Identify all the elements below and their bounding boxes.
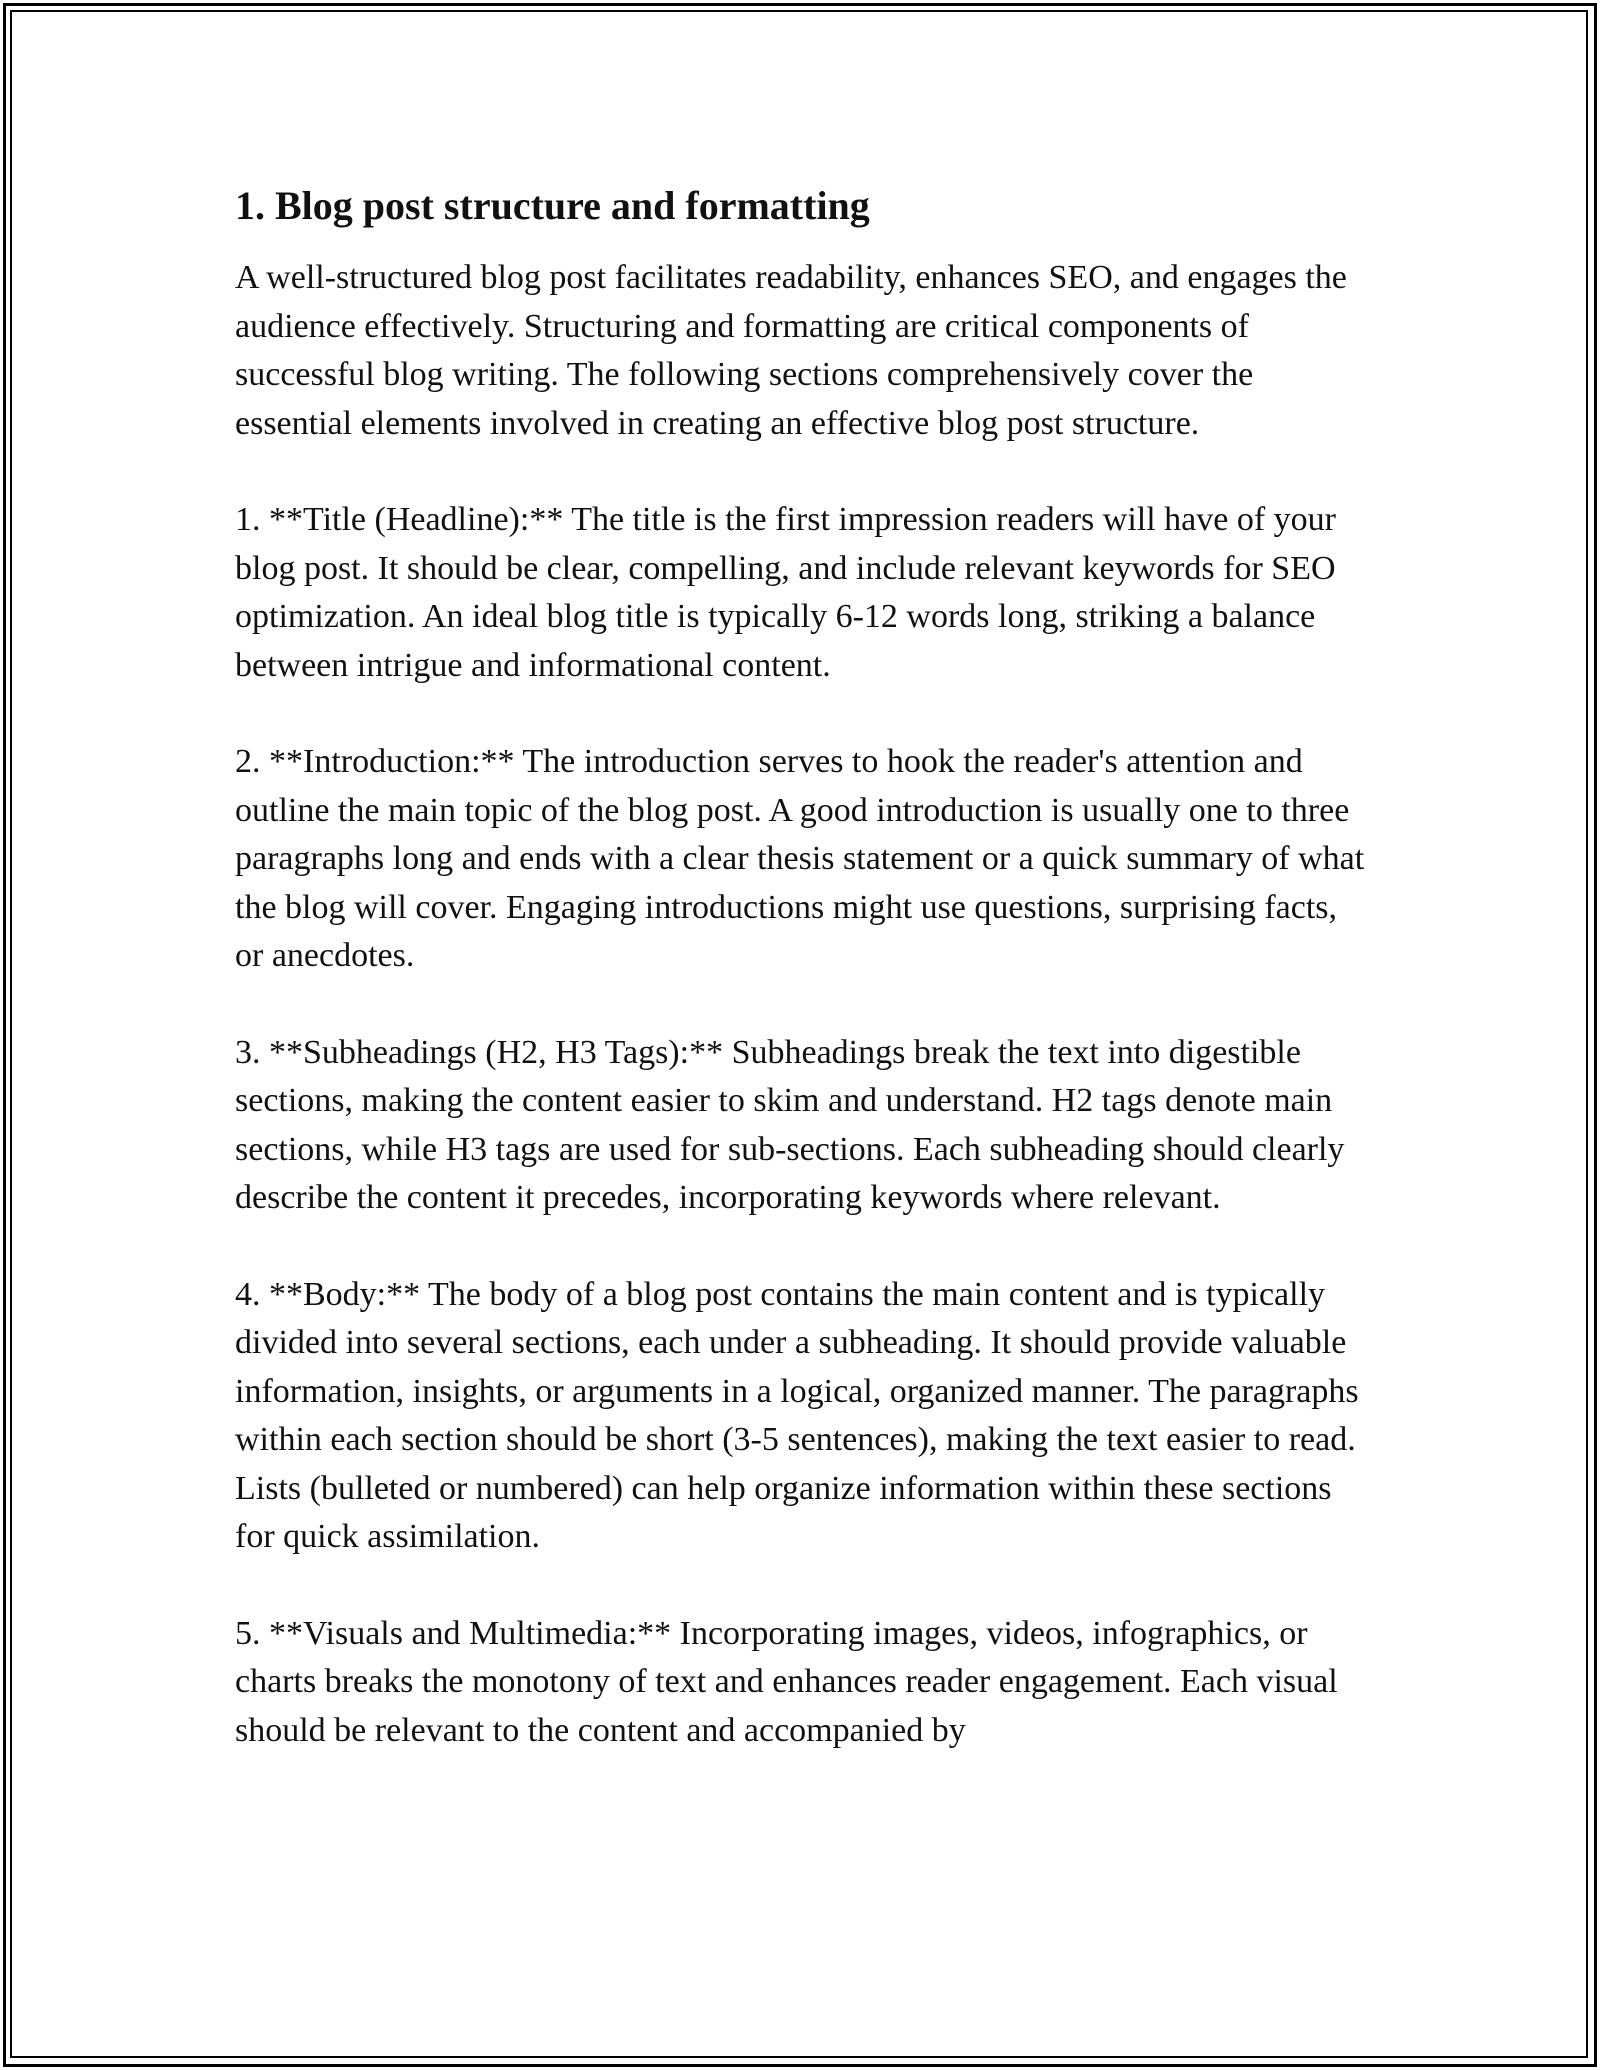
intro-paragraph: A well-structured blog post facilitates readability, enhances SEO, and engages the audience effectively. Structuring and formatting are critical components of successful blog writing. The following sections comprehensively cover the essential elements involved in creating an effective blog post structure. bbox=[235, 259, 1347, 442]
paragraph-title-headline: 1. **Title (Headline):** The title is the first impression readers will have of your blog post. It should be clear, compelling, and include relevant keywords for SEO optimization. An ideal blog title is typically 6-12 words long, striking a balance between intrigue and informational content. bbox=[235, 501, 1336, 684]
paragraph-visuals-multimedia: 5. **Visuals and Multimedia:** Incorporating images, videos, infographics, or charts breaks the monotony of text and enhances reader engagement. Each visual should be relevant to the content and accompanied by bbox=[235, 1614, 1338, 1749]
document-body bbox=[235, 180, 1365, 1803]
section-heading: 1. Blog post structure and formatting bbox=[235, 183, 870, 228]
paragraph-subheadings: 3. **Subheadings (H2, H3 Tags):** Subheadings break the text into digestible sections, making the content easier to skim and understand. H2 tags denote main sections, while H3 tags are used for sub-sections. Each subheading should clearly describe the content it precedes, incorporating keywords where relevant. bbox=[235, 1033, 1345, 1216]
paragraph-body: 4. **Body:** The body of a blog post contains the main content and is typically divided into several sections, each under a subheading. It should provide valuable information, insights, or arguments in a logical, organized manner. The paragraphs within each section should be short (3-5 sentences), making the text easier to read. Lists (bulleted or numbered) can help organize information within these sections for quick assimilation. bbox=[235, 1275, 1359, 1555]
paragraph-introduction: 2. **Introduction:** The introduction serves to hook the reader's attention and outline the main topic of the blog post. A good introduction is usually one to three paragraphs long and ends with a clear thesis statement or a quick summary of what the blog will cover. Engaging introductions might use questions, surprising facts, or anecdotes. bbox=[235, 743, 1365, 974]
